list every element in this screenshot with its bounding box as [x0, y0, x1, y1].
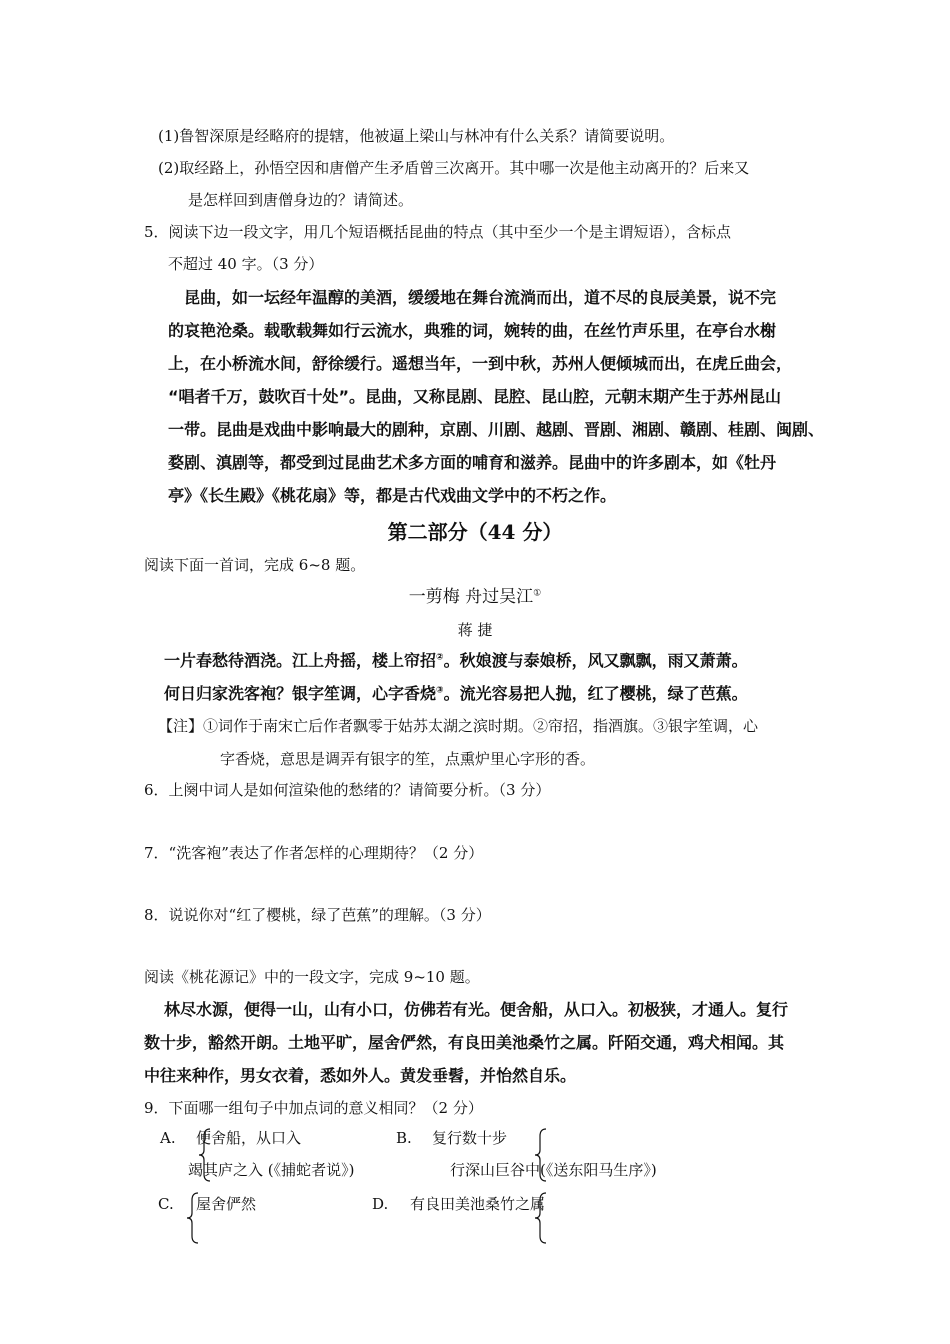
q5-passage-line: 的哀艳沧桑。载歌载舞如行云流水，典雅的词，婉转的曲，在丝竹声乐里，在亭台水榭 [168, 321, 777, 340]
question-8: 8．说说你对“红了樱桃，绿了芭蕉”的理解。（3 分） [144, 906, 491, 924]
option-c-line1: 屋舍俨然 [196, 1195, 257, 1213]
poem-intro: 阅读下面一首词，完成 6~8 题。 [144, 556, 366, 574]
q5-passage-line: 昆曲，如一坛经年温醇的美酒，缓缓地在舞台流淌而出，道不尽的良辰美景，说不完 [184, 288, 777, 307]
question-7: 7．“洗客袍”表达了作者怎样的心理期待？（2 分） [144, 844, 484, 862]
q4-sub2-line2: 是怎样回到唐僧身边的？请简述。 [188, 191, 414, 209]
taohua-passage-line: 林尽水源，便得一山，山有小口，仿佛若有光。便舍船，从口入。初极狭，才通人。复行 [164, 1000, 789, 1019]
q5-passage-line: 上，在小桥流水间，舒徐缓行。遥想当年，一到中秋，苏州人便倾城而出，在虎丘曲会， [168, 354, 793, 373]
poem-line-2-a: 何日归家洗客袍？银字笙调，心字香烧 [164, 684, 437, 703]
q5-passage-line: 一带。昆曲是戏曲中影响最大的剧种，京剧、川剧、越剧、晋剧、湘剧、赣剧、桂剧、闽剧、 [168, 420, 825, 439]
taohua-passage-line: 数十步，豁然开朗。土地平旷，屋舍俨然，有良田美池桑竹之属。阡陌交通，鸡犬相闻。其 [144, 1033, 785, 1052]
q4-sub1: (1)鲁智深原是经略府的提辖，他被逼上梁山与林冲有什么关系？请简要说明。 [158, 127, 675, 145]
option-c-brace-icon [186, 1192, 200, 1244]
q5-passage-line: 亭》《长生殿》《桃花扇》等，都是古代戏曲文学中的不朽之作。 [168, 486, 617, 505]
poem-note-2: ② [436, 652, 444, 663]
poem-note-line2: 字香烧，意思是调弄有银字的笙，点熏炉里心字形的香。 [220, 750, 596, 768]
poem-title-text: 一剪梅 舟过吴江 [408, 587, 534, 607]
option-d-brace-icon [534, 1192, 548, 1244]
question-6: 6．上阕中词人是如何渲染他的愁绪的？请简要分析。（3 分） [144, 781, 551, 799]
poem-line-2 [164, 684, 748, 704]
option-b-line1: 复行数十步 [432, 1129, 508, 1147]
option-b-line2: 行深山巨谷中(《送东阳马生序》) [450, 1161, 657, 1179]
taohua-passage-line: 中往来种作，男女衣着，悉如外人。黄发垂髫，并怡然自乐。 [144, 1066, 577, 1085]
part2-heading: 第二部分（44 分） [387, 520, 563, 544]
poem-note-line1: 【注】①词作于南宋亡后作者飘零于姑苏太湖之滨时期。②帘招，指酒旗。③银字笙调，心 [158, 717, 759, 735]
poem-line-1-a: 一片春愁待酒浇。江上舟摇，楼上帘招 [164, 651, 437, 670]
option-a-line2: 竭其庐之入 (《捕蛇者说》) [188, 1161, 355, 1179]
question-9: 9．下面哪一组句子中加点词的意义相同？（2 分） [144, 1099, 483, 1117]
option-a-label: A. [160, 1129, 176, 1147]
q5-passage-line: “唱者千万，鼓吹百十处”。昆曲，又称昆剧、昆腔、昆山腔，元朝末期产生于苏州昆山 [168, 387, 782, 406]
taohua-intro: 阅读《桃花源记》中的一段文字，完成 9~10 题。 [144, 968, 480, 986]
poem-title [0, 587, 950, 607]
poem-line-1 [164, 651, 748, 671]
option-c-label: C. [158, 1195, 174, 1213]
option-a-line1: 便舍船，从口入 [196, 1129, 302, 1147]
option-d-label: D. [372, 1195, 389, 1213]
poem-line-1-b: 。秋娘渡与泰娘桥，风又飘飘，雨又萧萧。 [443, 651, 748, 670]
option-d-line1: 有良田美池桑竹之属 [410, 1195, 546, 1213]
q5-line2: 不超过 40 字。（3 分） [168, 255, 324, 273]
poem-author: 蒋 捷 [457, 621, 493, 639]
q4-sub2-line1: (2)取经路上，孙悟空因和唐僧产生矛盾曾三次离开。其中哪一次是他主动离开的？后来又 [158, 159, 750, 177]
poem-note-3: ③ [436, 685, 444, 696]
option-b-label: B. [396, 1129, 412, 1147]
option-a-brace-icon [198, 1128, 212, 1182]
option-b-brace-icon [534, 1128, 548, 1182]
q5-line1: 5．阅读下边一段文字，用几个短语概括昆曲的特点（其中至少一个是主谓短语），含标点 [144, 223, 732, 241]
poem-title-note: ① [533, 588, 542, 599]
q5-passage-line: 婺剧、滇剧等，都受到过昆曲艺术多方面的哺育和滋养。昆曲中的许多剧本，如《牡丹 [168, 453, 777, 472]
poem-line-2-b: 。流光容易把人抛，红了樱桃，绿了芭蕉。 [443, 684, 748, 703]
